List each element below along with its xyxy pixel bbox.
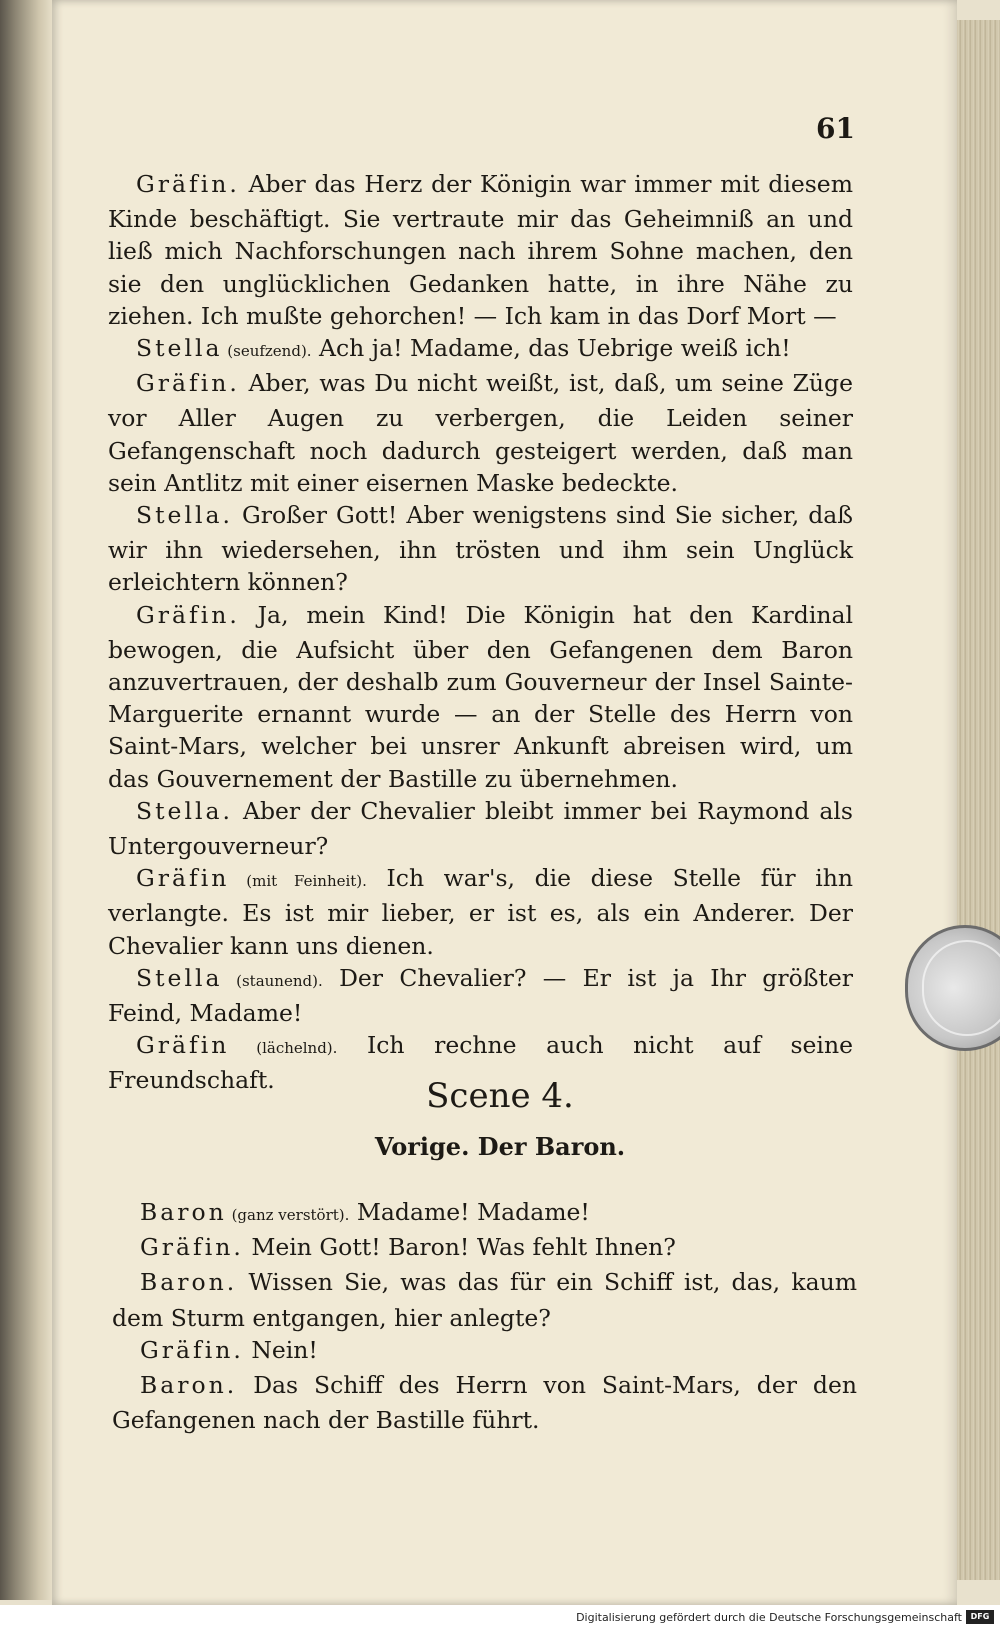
- page-edges: [957, 20, 1000, 1580]
- dialogue-paragraph: [112, 1334, 857, 1369]
- speaker-name: Stella: [136, 334, 223, 363]
- dialogue-text: Ich rechne auch nicht auf seine Freundschaft.: [108, 1031, 853, 1095]
- book-gutter: [0, 0, 52, 1600]
- dialogue-text: Aber, was Du nicht weißt, ist, daß, um seine Züge vor Aller Augen zu verbergen, die Leiden seiner Gefangenschaft noch dadurch gesteigert werden, daß man sein Antlitz mit einer eisernen Maske bedeckte.: [108, 369, 853, 497]
- dfg-logo: DFG: [966, 1610, 994, 1624]
- dialogue-text: Ich war's, die diese Stelle für ihn verlangte. Es ist mir lieber, er ist es, als ein Anderer. Der Chevalier kann uns dienen.: [108, 864, 854, 960]
- dialogue-text: Madame! Madame!: [349, 1198, 590, 1226]
- scene-heading: Scene 4.: [426, 1076, 574, 1116]
- dialogue-text: Mein Gott! Baron! Was fehlt Ihnen?: [243, 1233, 676, 1262]
- speaker-name: Gräfin: [136, 864, 230, 893]
- dialogue-text: Aber der Chevalier bleibt immer bei Raymond als Untergouverneur?: [108, 796, 853, 861]
- dialogue-paragraph: [108, 962, 853, 1029]
- speaker-name: Gräfin.: [136, 170, 240, 198]
- speaker-name: Gräfin.: [140, 1335, 244, 1364]
- speaker-name: Gräfin: [136, 1031, 230, 1060]
- dialogue-paragraph: [108, 862, 853, 962]
- speaker-name: Gräfin.: [136, 369, 240, 398]
- dialogue-paragraph: [112, 1266, 857, 1333]
- speaker-name: Baron: [140, 1198, 227, 1226]
- dialogue-paragraph: [108, 332, 853, 367]
- page-number: 61: [816, 112, 855, 145]
- dialogue-text: Wissen Sie, was das für ein Schiff ist, das, kaum dem Sturm entgangen, hier anlegte?: [112, 1268, 857, 1332]
- speaker-name: Stella.: [136, 501, 233, 530]
- dialogue-text: Der Chevalier? — Er ist ja Ihr größter Feind, Madame!: [108, 963, 853, 1028]
- speaker-name: Stella: [136, 963, 223, 992]
- scene-persons: Vorige. Der Baron.: [374, 1132, 626, 1161]
- stage-direction: (seufzend).: [222, 342, 312, 361]
- stage-direction: (mit Feinheit).: [229, 872, 367, 891]
- dialogue-block-2: [112, 1196, 857, 1436]
- dialogue-text: Ja, mein Kind! Die Königin hat den Kardinal bewogen, die Aufsicht über den Gefangenen dem Baron anzuvertrauen, der deshalb zum Gouverneur der Insel Sainte-Marguerite ernannt wurde — an der Stelle des Herrn von Saint-Mars, welcher bei unsrer Ankunft abreisen wird, um das Gouvernement der Bastille zu übernehmen.: [108, 600, 853, 793]
- speaker-name: Baron.: [140, 1268, 238, 1297]
- dialogue-text: Das Schiff des Herrn von Saint-Mars, der den Gefangenen nach der Bastille führt.: [112, 1371, 857, 1435]
- speaker-name: Baron.: [140, 1371, 238, 1400]
- dialogue-paragraph: [112, 1196, 857, 1231]
- dialogue-text: Ach ja! Madame, das Uebrige weiß ich!: [311, 334, 791, 363]
- stage-direction: (ganz verstört).: [226, 1206, 350, 1224]
- dialogue-block-1: [108, 168, 853, 1097]
- stage-direction: (staunend).: [222, 971, 323, 990]
- speaker-name: Gräfin.: [140, 1233, 244, 1262]
- dialogue-paragraph: [112, 1231, 857, 1266]
- dialogue-paragraph: [108, 795, 853, 862]
- dialogue-text: Nein!: [243, 1335, 318, 1364]
- dialogue-text: Großer Gott! Aber wenigstens sind Sie sicher, daß wir ihn wiedersehen, ihn trösten und ihm sein Unglück erleichtern können?: [108, 501, 853, 597]
- dialogue-paragraph: [108, 367, 853, 499]
- speaker-name: Stella.: [136, 796, 233, 825]
- funding-notice: Digitalisierung gefördert durch die Deutsche Forschungsgemeinschaft: [576, 1611, 962, 1624]
- dialogue-paragraph: [112, 1369, 857, 1436]
- stage-direction: (lächelnd).: [229, 1039, 338, 1058]
- dialogue-text: Aber das Herz der Königin war immer mit diesem Kinde beschäftigt. Sie vertraute mir das Geheimniß an und ließ mich Nachforschungen nach ihrem Sohne machen, den sie den unglücklichen Gedanken hatte, in ihre Nähe zu ziehen. Ich mußte gehorchen! — Ich kam in das Dorf Mort —: [108, 170, 853, 330]
- speaker-name: Gräfin.: [136, 600, 240, 629]
- dialogue-paragraph: [108, 168, 853, 332]
- dialogue-paragraph: [108, 599, 853, 795]
- dialogue-paragraph: [108, 499, 853, 599]
- scanner-clip-highlight: [922, 940, 1000, 1036]
